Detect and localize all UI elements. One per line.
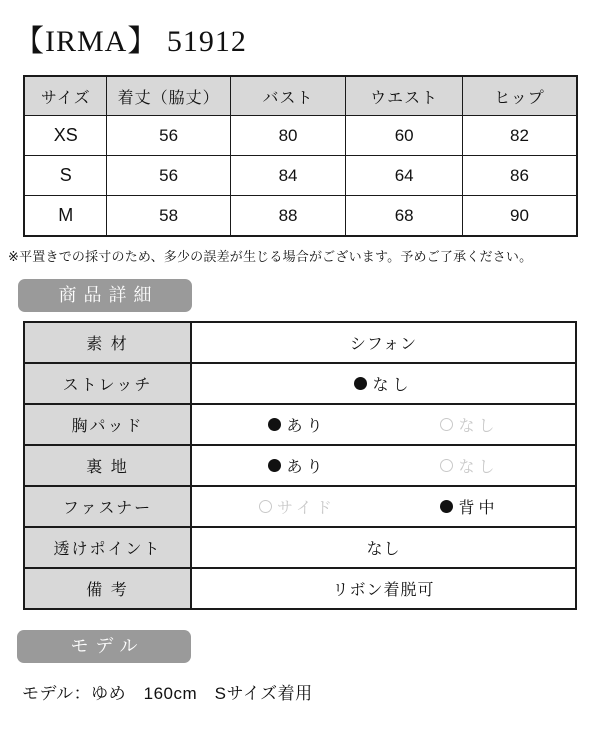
size-column-header: バスト [230, 76, 346, 116]
filled-circle-icon [268, 459, 281, 472]
choice-label: 背中 [458, 500, 499, 517]
size-column-header: サイズ [24, 76, 107, 116]
choice-group [192, 372, 575, 395]
size-column-header: ヒップ [462, 76, 577, 116]
measurement-cell: 56 [107, 116, 230, 156]
filled-circle-icon [440, 500, 453, 513]
detail-table-row [24, 568, 576, 609]
detail-value-text: なし [366, 541, 401, 558]
detail-table-row [24, 445, 576, 486]
choice-selected [212, 413, 384, 436]
size-name-cell: XS [24, 116, 107, 156]
detail-value-cell [191, 322, 576, 363]
filled-circle-icon [354, 377, 367, 390]
model-heading-badge: モデル [17, 630, 191, 663]
product-info-page [0, 16, 600, 704]
empty-circle-icon [259, 500, 272, 513]
detail-label-cell: ストレッチ [24, 363, 191, 404]
choice-selected [212, 454, 384, 477]
detail-value-cell [191, 445, 576, 486]
choice-label: なし [458, 418, 499, 435]
choice-selected [384, 495, 556, 518]
empty-circle-icon [440, 459, 453, 472]
measurement-cell: 64 [346, 156, 463, 196]
detail-table-row [24, 404, 576, 445]
page-title: 【IRMA】 51912 [14, 25, 247, 58]
detail-table-row [24, 486, 576, 527]
measurement-cell: 88 [230, 196, 346, 237]
size-table [23, 75, 578, 237]
size-table-row [24, 116, 577, 156]
choice-unselected [384, 454, 556, 477]
filled-circle-icon [268, 418, 281, 431]
empty-circle-icon [440, 418, 453, 431]
choice-label: あり [286, 459, 327, 476]
choice-group [192, 413, 575, 436]
size-table-row [24, 196, 577, 237]
choice-group [192, 454, 575, 477]
detail-label-cell: 透けポイント [24, 527, 191, 568]
detail-label-cell: 素 材 [24, 322, 191, 363]
choice-unselected [212, 495, 384, 518]
size-table-body [24, 116, 577, 237]
choice-selected [354, 372, 412, 395]
choice-label: なし [372, 377, 413, 394]
detail-label-cell: 備 考 [24, 568, 191, 609]
choice-unselected [384, 413, 556, 436]
detail-value-cell [191, 486, 576, 527]
detail-table-row [24, 322, 576, 363]
detail-value-cell [191, 527, 576, 568]
product-detail-table-body [24, 322, 576, 609]
choice-label: サイド [277, 500, 336, 517]
detail-label-cell: 裏 地 [24, 445, 191, 486]
measurement-cell: 86 [462, 156, 577, 196]
size-name-cell: M [24, 196, 107, 237]
product-detail-table [23, 321, 577, 610]
size-column-header: ウエスト [346, 76, 463, 116]
detail-value-text: リボン着脱可 [332, 582, 435, 599]
product-detail-heading-badge: 商品詳細 [18, 279, 192, 312]
size-name-cell: S [24, 156, 107, 196]
size-column-header: 着丈（脇丈） [107, 76, 230, 116]
model-info-text: モデル：ゆめ 160cm Sサイズ着用 [22, 684, 313, 703]
size-table-row [24, 156, 577, 196]
measurement-cell: 60 [346, 116, 463, 156]
detail-value-text: シフォン [349, 336, 418, 353]
detail-label-cell: 胸パッド [24, 404, 191, 445]
measurement-cell: 56 [107, 156, 230, 196]
choice-label: あり [286, 418, 327, 435]
measurement-cell: 58 [107, 196, 230, 237]
measurement-note: ※平置きでの採寸のため、多少の誤差が生じる場合がございます。予めご了承ください。 [8, 249, 533, 264]
choice-label: なし [458, 459, 499, 476]
detail-value-cell [191, 404, 576, 445]
choice-group [192, 495, 575, 518]
size-table-header-row [24, 76, 577, 116]
measurement-cell: 90 [462, 196, 577, 237]
measurement-cell: 84 [230, 156, 346, 196]
detail-table-row [24, 363, 576, 404]
detail-value-cell [191, 568, 576, 609]
measurement-cell: 82 [462, 116, 577, 156]
measurement-cell: 80 [230, 116, 346, 156]
measurement-cell: 68 [346, 196, 463, 237]
detail-value-cell [191, 363, 576, 404]
detail-label-cell: ファスナー [24, 486, 191, 527]
detail-table-row [24, 527, 576, 568]
